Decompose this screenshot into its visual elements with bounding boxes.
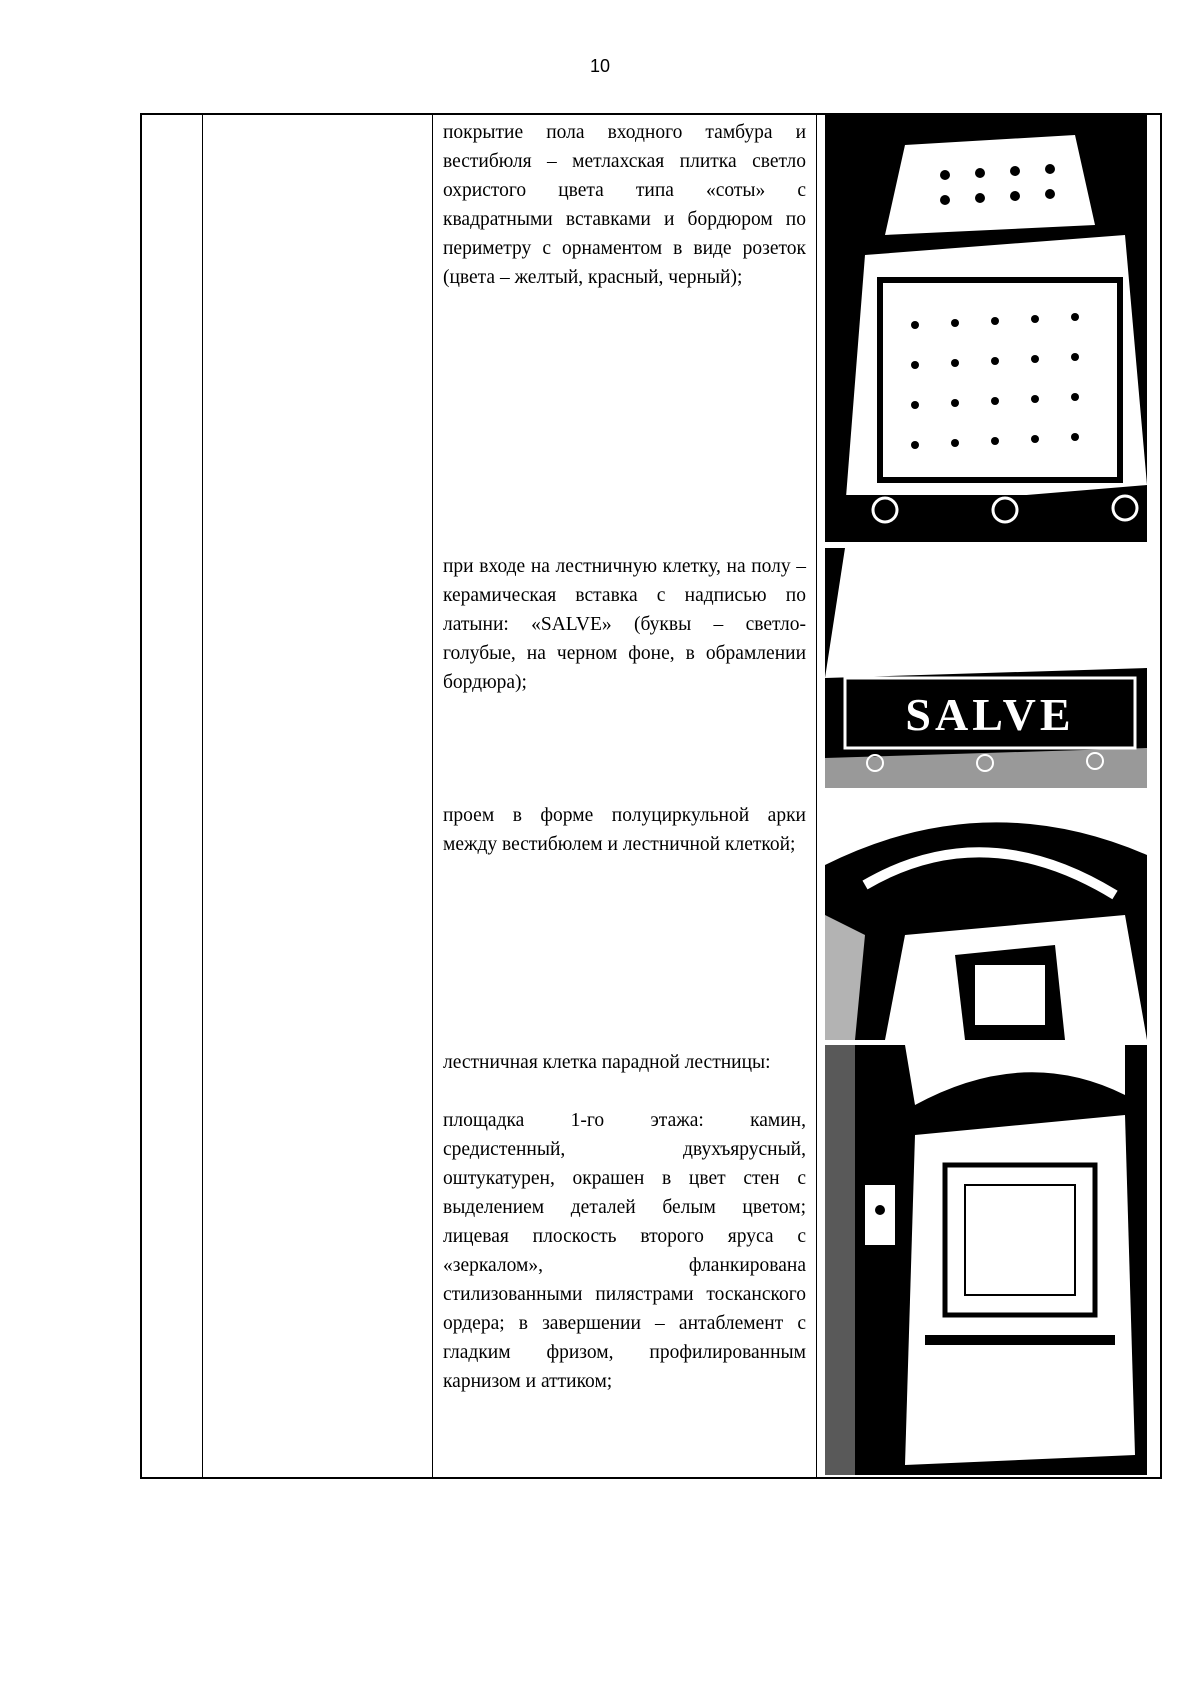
- description-staircase: лестничная клетка парадной лестницы:: [443, 1052, 771, 1073]
- photo-arch: [825, 795, 1147, 1040]
- salve-inscription: SALVE: [905, 689, 1075, 740]
- photo-fireplace: [825, 1045, 1147, 1475]
- page-number: 10: [589, 56, 611, 76]
- column-divider: [432, 115, 433, 1477]
- description-salve-inlay: при входе на лестничную клетку, на полу – керамическая вставка с надписью по латыни: «SALVE» (буквы – светло-голубые, на черном фоне, в обрамлении бордюра);: [443, 556, 806, 693]
- photo-salve-inlay: [825, 548, 1147, 788]
- description-floor-tiles: покрытие пола входного тамбура и вестибюля – метлахская плитка светло охристого цвета типа «соты» с квадратными вставками и бордюром по периметру с орнаментом в виде розеток (цвета – желтый, красный, черный);: [443, 122, 806, 288]
- column-divider: [202, 115, 203, 1477]
- column-divider: [816, 115, 817, 1477]
- description-fireplace: площадка 1-го этажа: камин, средистенный, двухъярусный, оштукатурен, окрашен в цвет стен с выделением деталей белым цветом; лицевая плоскость второго яруса с «зеркалом», фланкирована стилизованными пилястрами тосканского ордера; в завершении – антаблемент с гладким фризом, профилированным карнизом и аттиком;: [443, 1110, 806, 1392]
- description-arch: проем в форме полуциркульной арки между вестибюлем и лестничной клеткой;: [443, 805, 806, 855]
- photo-floor-tiles: [825, 115, 1147, 542]
